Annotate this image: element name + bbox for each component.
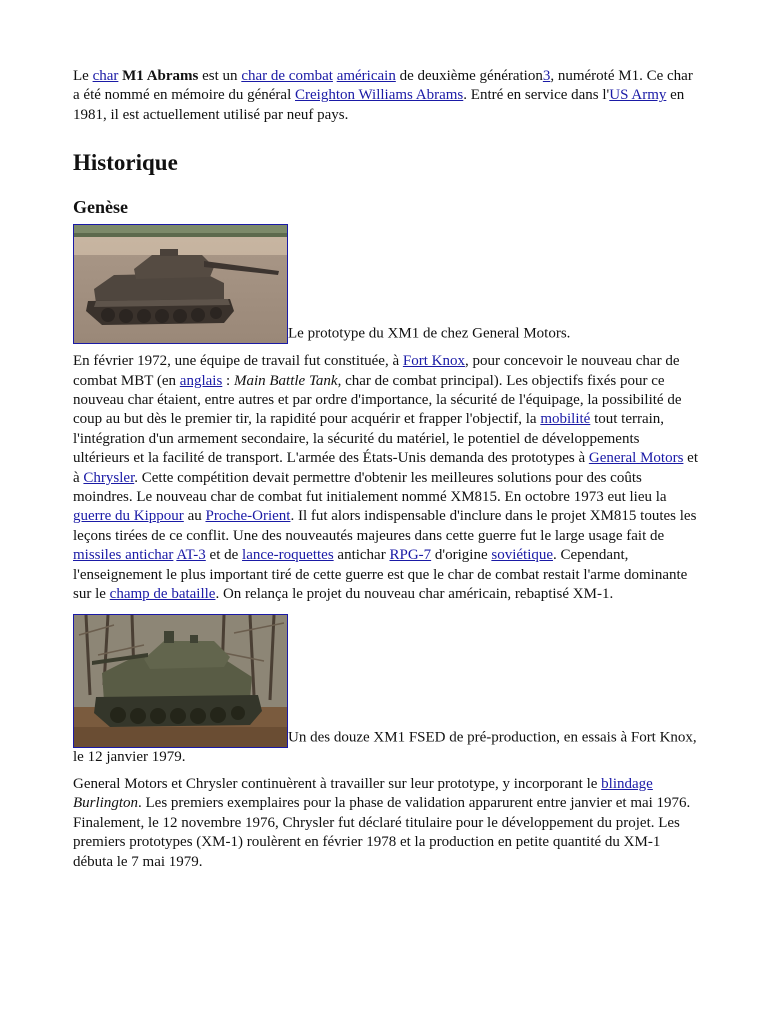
link-char-de-combat[interactable]: char de combat	[241, 68, 333, 84]
link-reference-3[interactable]: 3	[542, 68, 551, 84]
link-anglais[interactable]: anglais	[179, 372, 223, 389]
text: en 1981, il est actuellement utilisé par neuf pays.	[73, 87, 685, 123]
link-proche-orient[interactable]: Proche-Orient	[205, 508, 291, 525]
text: , pour concevoir le nouveau char de combat MBT (en	[73, 353, 680, 389]
tank-prototype-image[interactable]	[73, 224, 288, 344]
text: . On relança le projet du nouveau char américain, rebaptisé XM-1.	[215, 586, 614, 603]
link-fort-knox[interactable]: Fort Knox	[402, 353, 465, 370]
text: :	[222, 372, 234, 389]
text: General Motors et Chrysler continuèrent à travailler sur leur prototype, y incorporant le	[73, 775, 602, 792]
text: de deuxième génération	[395, 68, 543, 84]
link-us-army[interactable]: US Army	[609, 87, 667, 104]
link-char[interactable]: char	[92, 68, 119, 84]
text: et de	[205, 547, 243, 564]
text: est un	[198, 68, 242, 84]
text: tout terrain, l'intégration d'un armement secondaire, la sécurité du matériel, le potentiel de développements ultérieurs et la facilité de transport. L'armée des États-Unis demanda des prototypes à	[73, 411, 665, 467]
link-general-motors[interactable]: General Motors	[588, 450, 684, 467]
text: antichar	[333, 547, 390, 564]
link-at-3[interactable]: AT-3	[176, 547, 206, 564]
link-rpg-7[interactable]: RPG-7	[389, 547, 432, 564]
text: au	[183, 508, 206, 525]
heading-historique: Historique	[73, 150, 178, 176]
text: . Il fut alors indispensable d'inclure dans le projet XM815 toutes les leçons tirées de ce conflit. Une des nouveautés majeures dans cette guerre fut le large usage fait de	[73, 508, 697, 544]
link-chrysler[interactable]: Chrysler	[83, 469, 135, 486]
text: , numéroté M1. Ce char a été nommé en mémoire du général	[73, 68, 693, 104]
link-guerre-du-kippour[interactable]: guerre du Kippour	[73, 508, 184, 525]
link-blindage[interactable]: blindage	[601, 775, 653, 792]
text: En février 1972, une équipe de travail fut constituée, à	[73, 353, 403, 370]
tank-preproduction-image[interactable]	[73, 614, 288, 748]
text: Le	[73, 68, 93, 84]
link-mobilite[interactable]: mobilité	[540, 411, 591, 428]
link-creighton-abrams[interactable]: Creighton Williams Abrams	[295, 87, 464, 104]
figure-caption: Un des douze XM1 FSED de pré-production, en essais à Fort Knox, le 12 janvier 1979.	[73, 729, 697, 765]
link-champ-de-bataille[interactable]: champ de bataille	[109, 586, 216, 603]
italic-term: Burlington	[73, 795, 139, 812]
text: et à	[73, 450, 698, 486]
text: d'origine	[431, 547, 492, 564]
italic-term: Main Battle Tank	[233, 372, 338, 389]
paragraph-genese-1	[73, 352, 699, 604]
figure-caption: Le prototype du XM1 de chez General Motors.	[288, 325, 571, 342]
text: . Cette compétition devait permettre d'obtenir les meilleures solutions pour des coûts moindres. Le nouveau char de combat fut initialement nommé XM815. En octobre 1973 eut lieu la	[73, 469, 667, 506]
article-body	[73, 67, 699, 881]
figure-xm1-prototype	[73, 224, 699, 344]
text: . Cependant, l'enseignement le plus important tiré de cette guerre est que le char de combat restait l'arme dominante sur le	[73, 547, 688, 603]
text: , char de combat principal). Les objectifs fixés pour ce nouveau char étaient, entre autres et par ordre d'importance, la sécurité de l'équipage, la possibilité de coup au but dès le premier tir, la rapidité pour acquérir et frapper l'objectif, la	[73, 372, 682, 428]
bold-title: M1 Abrams	[122, 68, 199, 84]
link-missiles-antichar[interactable]: missiles antichar	[73, 547, 174, 564]
intro-paragraph	[73, 67, 699, 125]
link-americain[interactable]: américain	[336, 68, 396, 84]
paragraph-genese-2	[73, 775, 699, 872]
link-lance-roquettes[interactable]: lance-roquettes	[242, 547, 334, 564]
figure-xm1-fsed	[73, 614, 699, 767]
heading-genese: Genèse	[73, 197, 128, 218]
text: . Entré en service dans l'	[463, 87, 610, 104]
link-sovietique[interactable]: soviétique	[491, 547, 554, 564]
text: . Les premiers exemplaires pour la phase de validation apparurent entre janvier et mai 1976. Finalement, le 12 novembre 1976, Chrysler fut déclaré titulaire pour le développement du projet. Les premiers prototypes (XM-1) roulèrent en février 1978 et la production en petite quantité du XM-1 débuta le 7 mai 1979.	[73, 795, 691, 870]
